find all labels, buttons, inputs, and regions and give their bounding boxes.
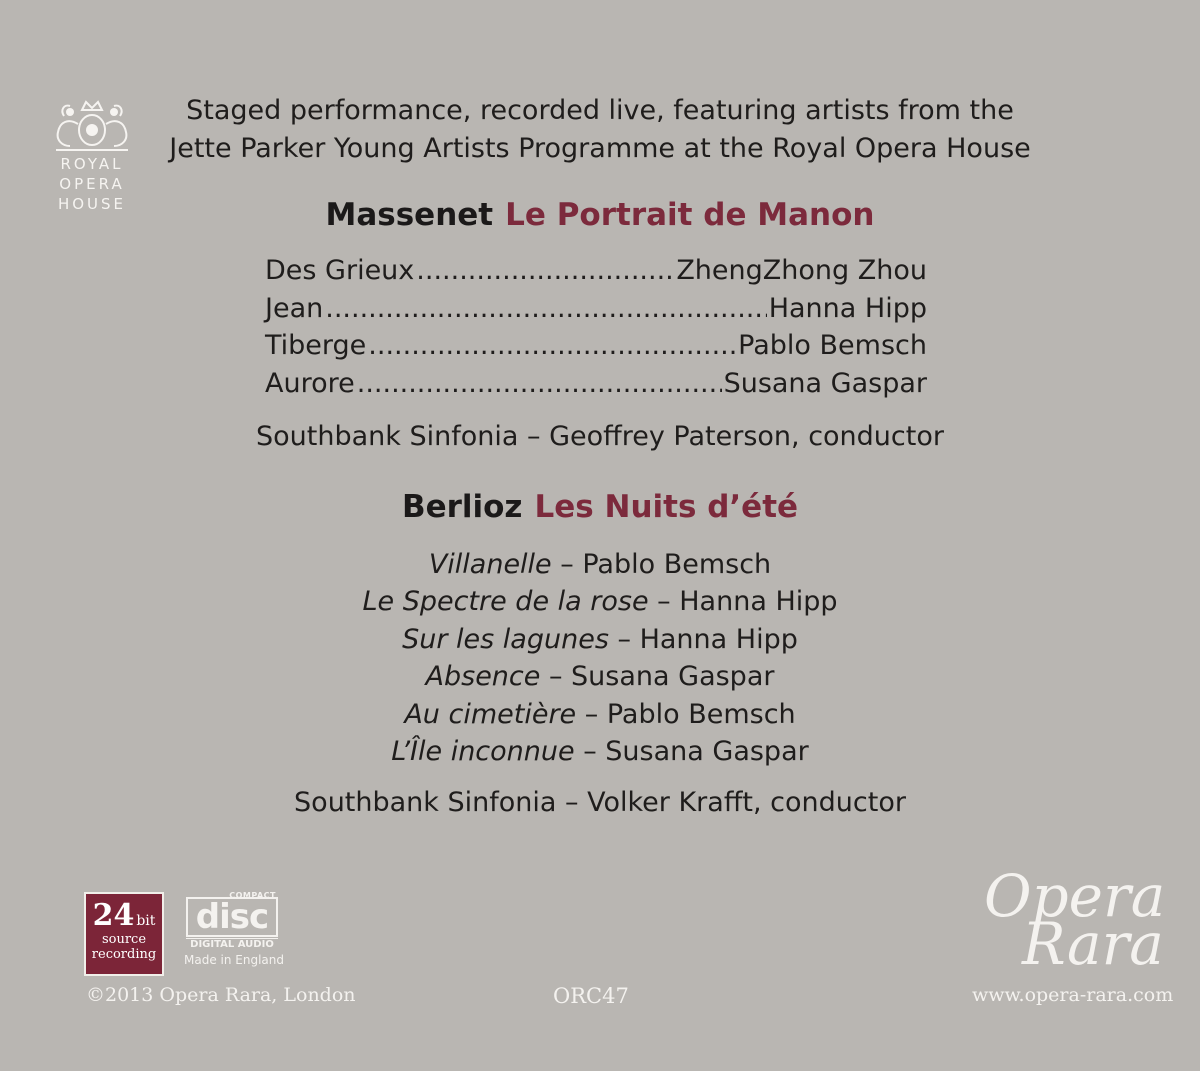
leader-dots (357, 368, 722, 399)
song-title: L’Île inconnue (391, 735, 575, 767)
cast-row (265, 255, 927, 293)
work-heading-berlioz (0, 489, 1200, 525)
catalogue-number: ORC47 (553, 984, 629, 1008)
song-row: Le Spectre de la rose – Hanna Hipp (362, 586, 838, 618)
composer-name: Massenet (325, 197, 494, 233)
leader-dots (416, 255, 674, 286)
artist-name: Pablo Bemsch (738, 330, 927, 361)
leader-dots (325, 293, 766, 324)
intro-text (100, 92, 1100, 168)
song-row: Villanelle – Pablo Bemsch (428, 549, 772, 580)
artist-name: Susana Gaspar (723, 367, 927, 399)
made-in-england-text: Made in England (184, 953, 284, 967)
artist-name: Hanna Hipp (768, 292, 927, 324)
badge-unit: bit (136, 913, 156, 929)
song-title: Au cimetière (404, 698, 577, 730)
badge-line: source (101, 932, 147, 947)
cd-digital-audio-text: DIGITAL AUDIO (186, 938, 278, 950)
song-title: Villanelle (428, 549, 552, 580)
work-title: Le Portrait de Manon (505, 197, 875, 233)
work-title: Les Nuits d’été (534, 489, 799, 525)
composer-name: Berlioz (401, 489, 523, 525)
song-row: Au cimetière – Pablo Bemsch (404, 698, 796, 730)
logo-word: Rara (1022, 910, 1164, 978)
badge-line: recording (91, 947, 157, 962)
cast-row (265, 368, 927, 406)
cd-compact-text: COMPACT (229, 891, 276, 900)
role-name: Jean (265, 292, 324, 324)
artist-name: Pablo Bemsch (606, 698, 796, 730)
cast-list (265, 255, 927, 405)
opera-rara-logo (978, 862, 1166, 978)
artist-name: ZhengZhong Zhou (676, 255, 927, 286)
intro-line: Jette Parker Young Artists Programme at the Royal Opera House (169, 133, 1031, 164)
role-name: Des Grieux (265, 255, 415, 286)
copyright-text: ©2013 Opera Rara, London (86, 984, 356, 1006)
24bit-recording-badge (84, 892, 164, 976)
role-name: Aurore (265, 367, 355, 399)
cast-row (265, 330, 927, 368)
website-link[interactable]: www.opera-rara.com (972, 984, 1174, 1006)
roh-logo-line: OPERA (59, 175, 125, 193)
cast-row (265, 293, 927, 331)
artist-name: Hanna Hipp (639, 623, 798, 655)
logo-word: Opera (984, 862, 1166, 930)
song-title: Le Spectre de la rose (362, 586, 649, 618)
compact-disc-logo (184, 891, 282, 971)
badge-number: 24 (92, 898, 135, 933)
song-row: Sur les lagunes – Hanna Hipp (402, 623, 798, 655)
role-name: Tiberge (265, 330, 367, 361)
intro-line: Staged performance, recorded live, featuring artists from the (186, 95, 1014, 126)
song-row: Absence – Susana Gaspar (425, 661, 775, 693)
artist-name: Susana Gaspar (605, 735, 809, 767)
cd-disc-text: disc (186, 897, 278, 937)
artist-name: Pablo Bemsch (582, 549, 772, 580)
orchestra-credit: Southbank Sinfonia – Volker Krafft, conductor (294, 787, 906, 818)
artist-name: Susana Gaspar (571, 661, 775, 693)
song-list (0, 546, 1200, 770)
song-title: Sur les lagunes (402, 623, 609, 655)
roh-logo-line: HOUSE (57, 195, 127, 213)
orchestra-credit: Southbank Sinfonia – Geoffrey Paterson, conductor (256, 421, 944, 452)
song-row: L’Île inconnue – Susana Gaspar (391, 735, 809, 767)
song-title: Absence (425, 661, 541, 693)
work-heading-massenet (0, 197, 1200, 233)
leader-dots (368, 330, 736, 361)
artist-name: Hanna Hipp (679, 586, 838, 618)
roh-logo-line: ROYAL (60, 155, 124, 173)
